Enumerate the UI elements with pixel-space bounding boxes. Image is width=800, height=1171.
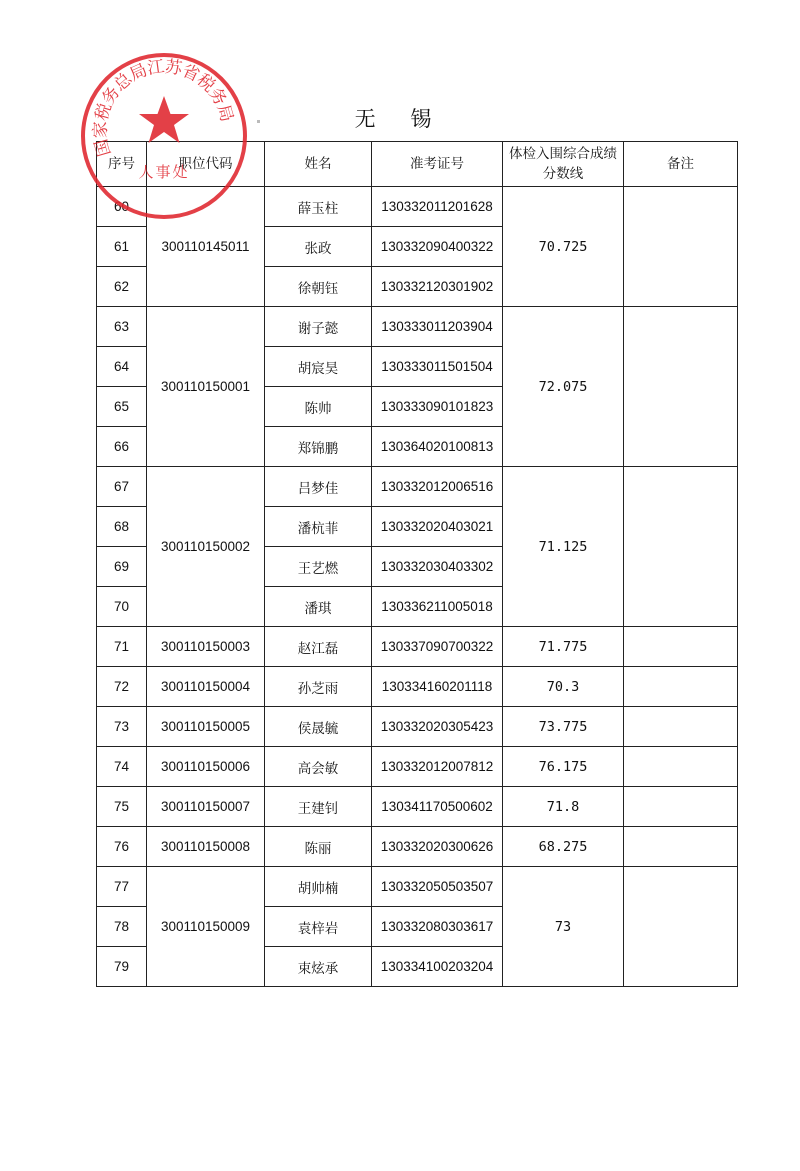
cell-seq: 74 <box>97 747 147 787</box>
cell-name: 胡帅楠 <box>265 867 372 907</box>
cell-seq: 71 <box>97 627 147 667</box>
cell-position-code: 300110150002 <box>147 467 265 627</box>
cell-exam-id: 130332020300626 <box>372 827 503 867</box>
cell-remark <box>624 707 738 747</box>
table-header-row <box>97 142 738 187</box>
cell-name: 王建钊 <box>265 787 372 827</box>
table-row <box>97 867 738 907</box>
cell-exam-id: 130334100203204 <box>372 947 503 987</box>
cell-position-code: 300110145011 <box>147 187 265 307</box>
cell-seq: 72 <box>97 667 147 707</box>
cell-seq: 77 <box>97 867 147 907</box>
cell-seq: 76 <box>97 827 147 867</box>
cell-name: 潘杭菲 <box>265 507 372 547</box>
cell-name: 郑锦鹏 <box>265 427 372 467</box>
table-row <box>97 187 738 227</box>
cell-exam-id: 130332080303617 <box>372 907 503 947</box>
cell-remark <box>624 187 738 307</box>
cell-name: 胡宸昊 <box>265 347 372 387</box>
cell-position-code: 300110150003 <box>147 627 265 667</box>
cell-seq: 62 <box>97 267 147 307</box>
header-remark: 备注 <box>624 142 738 187</box>
cell-exam-id: 130333090101823 <box>372 387 503 427</box>
cell-score-line: 71.125 <box>503 467 624 627</box>
header-seq: 序号 <box>97 142 147 187</box>
cell-exam-id: 130333011501504 <box>372 347 503 387</box>
cell-position-code: 300110150006 <box>147 747 265 787</box>
cell-remark <box>624 827 738 867</box>
cell-remark <box>624 627 738 667</box>
cell-name: 张政 <box>265 227 372 267</box>
cell-name: 袁梓岩 <box>265 907 372 947</box>
cell-name: 谢子懿 <box>265 307 372 347</box>
table-row <box>97 707 738 747</box>
cell-seq: 63 <box>97 307 147 347</box>
header-position-code: 职位代码 <box>147 142 265 187</box>
header-score-line: 体检入围综合成绩分数线 <box>503 142 624 187</box>
cell-position-code: 300110150005 <box>147 707 265 747</box>
cell-position-code: 300110150007 <box>147 787 265 827</box>
cell-seq: 67 <box>97 467 147 507</box>
table-row <box>97 467 738 507</box>
cell-seq: 75 <box>97 787 147 827</box>
cell-exam-id: 130332012007812 <box>372 747 503 787</box>
cell-position-code: 300110150004 <box>147 667 265 707</box>
cell-score-line: 70.3 <box>503 667 624 707</box>
cell-position-code: 300110150009 <box>147 867 265 987</box>
cell-score-line: 71.8 <box>503 787 624 827</box>
cell-seq: 69 <box>97 547 147 587</box>
cell-score-line: 73.775 <box>503 707 624 747</box>
cell-remark <box>624 307 738 467</box>
cell-seq: 66 <box>97 427 147 467</box>
cell-remark <box>624 747 738 787</box>
cell-remark <box>624 467 738 627</box>
cell-name: 束炫承 <box>265 947 372 987</box>
cell-name: 赵江磊 <box>265 627 372 667</box>
results-table <box>96 141 738 987</box>
cell-exam-id: 130364020100813 <box>372 427 503 467</box>
cell-exam-id: 130341170500602 <box>372 787 503 827</box>
cell-name: 侯晟毓 <box>265 707 372 747</box>
cell-score-line: 72.075 <box>503 307 624 467</box>
cell-exam-id: 130332011201628 <box>372 187 503 227</box>
cell-score-line: 76.175 <box>503 747 624 787</box>
table-row <box>97 627 738 667</box>
cell-exam-id: 130332090400322 <box>372 227 503 267</box>
cell-exam-id: 130332120301902 <box>372 267 503 307</box>
page-title: 无 锡 <box>354 107 446 131</box>
cell-score-line: 73 <box>503 867 624 987</box>
cell-seq: 60 <box>97 187 147 227</box>
cell-seq: 79 <box>97 947 147 987</box>
cell-name: 陈丽 <box>265 827 372 867</box>
cell-score-line: 68.275 <box>503 827 624 867</box>
seal-text: 国家税务总局江苏省税务局 <box>90 56 237 159</box>
cell-seq: 78 <box>97 907 147 947</box>
table-row <box>97 827 738 867</box>
cell-exam-id: 130332050503507 <box>372 867 503 907</box>
cell-exam-id: 130332020305423 <box>372 707 503 747</box>
header-exam-id: 准考证号 <box>372 142 503 187</box>
cell-exam-id: 130332012006516 <box>372 467 503 507</box>
cell-exam-id: 130336211005018 <box>372 587 503 627</box>
cell-exam-id: 130337090700322 <box>372 627 503 667</box>
table-row <box>97 787 738 827</box>
cell-position-code: 300110150001 <box>147 307 265 467</box>
cell-name: 陈帅 <box>265 387 372 427</box>
cell-seq: 61 <box>97 227 147 267</box>
cell-seq: 73 <box>97 707 147 747</box>
cell-remark <box>624 667 738 707</box>
cell-position-code: 300110150008 <box>147 827 265 867</box>
cell-name: 薛玉柱 <box>265 187 372 227</box>
cell-seq: 70 <box>97 587 147 627</box>
table-row <box>97 667 738 707</box>
cell-name: 潘琪 <box>265 587 372 627</box>
cell-name: 孙芝雨 <box>265 667 372 707</box>
cell-score-line: 70.725 <box>503 187 624 307</box>
cell-seq: 64 <box>97 347 147 387</box>
cell-exam-id: 130334160201118 <box>372 667 503 707</box>
table-row <box>97 307 738 347</box>
cell-score-line: 71.775 <box>503 627 624 667</box>
table-row <box>97 747 738 787</box>
header-name: 姓名 <box>265 142 372 187</box>
cell-seq: 65 <box>97 387 147 427</box>
cell-exam-id: 130332020403021 <box>372 507 503 547</box>
cell-remark <box>624 867 738 987</box>
cell-exam-id: 130332030403302 <box>372 547 503 587</box>
table-body <box>97 187 738 987</box>
cell-seq: 68 <box>97 507 147 547</box>
cell-remark <box>624 787 738 827</box>
cell-name: 徐朝钰 <box>265 267 372 307</box>
seal-subtext: 人事处 <box>138 163 190 181</box>
cell-name: 高会敏 <box>265 747 372 787</box>
cell-name: 吕梦佳 <box>265 467 372 507</box>
cell-name: 王艺燃 <box>265 547 372 587</box>
scan-speck <box>257 120 260 123</box>
cell-exam-id: 130333011203904 <box>372 307 503 347</box>
